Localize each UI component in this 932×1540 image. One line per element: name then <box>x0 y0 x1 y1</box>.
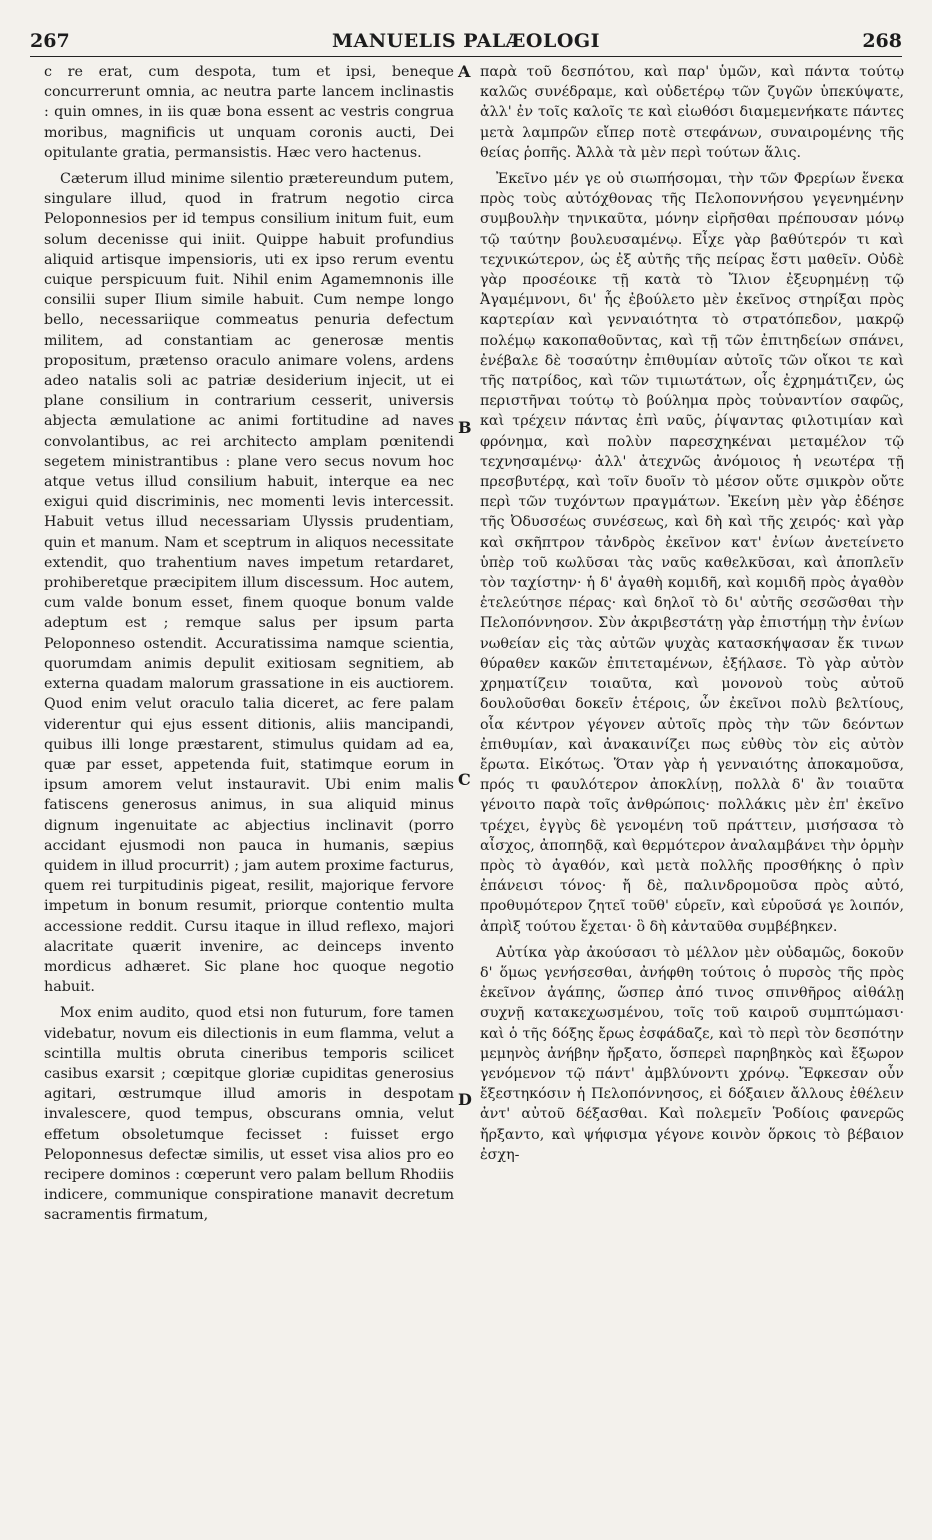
latin-paragraph-2: Cæterum illud minime silentio prætereundum putem, singulare illud, quod in fratrum negotio circa Peloponnesios per id tempus consilium initum fuit, eum solum decenisse qui iniit. Quippe habuit profundius aliquid artisque impensioris, uti ex ipso rerum eventu cuique perspicuum fuit. Nihil enim Agamemnonis ille consilii super Ilium simile habuit. Cum nempe longo bello, necessariique commeatus penuria defectum militem, ad constantiam ac generosæ mentis propositum, prætenso oraculo animare volens, ardens adeo natalis soli ac patriæ desiderium injecit, ut ei plane consilium in contrarium cesserit, universis abjecta æmulatione ac animi fortitudine ad naves convolantibus, ac rei architecto amplam pœnitendi segetem ministrantibus : plane vero secus novum hoc atque vetus illud consilium habuit, interque ea nec exigui quid discriminis, nec momenti levis intercessit. Habuit vetus illud necessariam Ulyssis prudentiam, quin et manum. Nam et sceptrum in aliquos necessitate extendit, quo trahentium naves impetum retardaret, prohiberetque præcipitem illum discessum. Hoc autem, cum valde bonum esset, finem quoque bonum valde adeptum est ; remque salus per ipsum parta Peloponneso ostendit. Accuratissima namque scientia, quorumdam animis depulit exitiosam segnitiem, ab externa quadam malorum grassatione in eis auctiorem. Quod enim velut oraculo talia diceret, ac fere palam viderentur qui ejus essent ditionis, aliis mancipandi, quibus illi longe præstarent, stimulus quidam ad ea, quæ par esset, appetenda fuit, statimque eorum in ipsum amorem velut instauravit. Ubi enim malis fatiscens generosus animus, in sua aliquid minus dignum ingenuitate ac abjectius inclinavit (porro accidant ejusmodi non pauca in humanis, sæpius quidem in illud procurrit) ; jam autem proxime facturus, quem rei turpitudinis pigeat, resilit, majorique fervore impetum in bonum resumit, priorque contentio multa accessione reddit. Cursu itaque in illud reflexo, majori alacritate quærit invenire, ac deinceps invento mordicus adhæret. Sic plane hoc quoque negotio habuit. <box>44 171 454 996</box>
running-title: MANUELIS PALÆOLOGI <box>331 30 600 52</box>
left-page-number: 267 <box>30 30 70 52</box>
greek-paragraph-2: Ἐκεῖνο μέν γε οὐ σιωπήσομαι, τὴν τῶν Φρερίων ἕνεκα πρὸς τοὺς αὐτόχθονας τῆς Πελοποννήσου γεγενημένην συμβουλὴν τηνικαῦτα, μόνην εἰρῆσθαι πρέπουσαν μόνῳ τῷ ταύτην βουλευσαμένῳ. Εἶχε γὰρ βαθύτερόν τι καὶ τεχνικώτερον, ὡς ἐξ αὐτῆς τῆς πείρας ἔστι μαθεῖν. Οὐδὲ γὰρ προσέοικε τῇ κατὰ τὸ Ἴλιον ἐξευρημένῃ τῷ Ἀγαμέμνονι, δι' ἧς ἐβούλετο μὲν ἐκεῖνος στηρίξαι πρὸς καρτερίαν καὶ γενναιότητα τὸ στρατόπεδον, μακρῷ πολέμῳ κακοπαθοῦντας, καὶ τῇ τῶν ἐπιτηδείων σπάνει, ἐνέβαλε δὲ τοσαύτην ἐπιθυμίαν αὐτοῖς τῶν οἴκοι τε καὶ τῆς πατρίδος, καὶ τῶν τιμιωτάτων, οἷς ἐχρημάτιζεν, ὡς περιστῆναι τούτῳ τὸ βούλημα πρὸς τοὐναντίον σαφῶς, καὶ τρέχειν πάντας ἐπὶ ναῦς, ῥίψαντας φιλοτιμίαν καὶ φρόνημα, καὶ πολὺν παρεσχηκέναι μεταμέλον τῷ τεχνησαμένῳ· ἀλλ' ἀτεχνῶς ἀνόμοιος ἡ νεωτέρα τῇ πρεσβυτέρᾳ, καὶ τοῖν δυοῖν τὸ μέσον οὔτε σμικρὸν οὔτε περὶ τῶν τυχόντων πραγμάτων. Ἐκείνη μὲν γὰρ ἐδέησε τῆς Ὀδυσσέως συνέσεως, καὶ δὴ καὶ τῆς χειρός· καὶ γὰρ καὶ σκῆπτρον τἀνδρὸς ἐκεῖνον κατ' ἐνίων ἀνετείνετο ὑπὲρ τοῦ κωλῦσαι τὰς ναῦς καθελκῦσαι, καὶ ἀποπλεῖν τὸν ταχίστην· ἡ δ' ἀγαθὴ κομιδῆ, καὶ κομιδῆ πρὸς ἀγαθὸν ἐτελεύτησε πέρας· καὶ δηλοῖ τὸ δι' αὐτῆς σεσῶσθαι τὴν Πελοπόννησον. Σὺν ἀκριβεστάτῃ γὰρ ἐπιστήμῃ τὴν ἐνίων νωθείαν εἰς τὰς αὐτῶν ψυχὰς κατασκήψασαν ἔκ τινων θύραθεν κακῶν ἐπιτεταμένων, ἐξήλασε. Τὸ γὰρ αὐτὸν χρηματίζειν τοιαῦτα, καὶ μονονοὺ τοὺς αὐτοῦ δουλοῦσθαι δοκεῖν ἑτέροις, ὧν ἐκεῖνοι πολὺ βελτίους, οἷα κέντρον γέγονεν αὐτοῖς πρὸς τὴν τῶν δεόντων ἐπιθυμίαν, καὶ ἀνακαινίζει πως εὐθὺς τὸν εἰς αὐτὸν ἔρωτα. Εἰκότως. Ὅταν γὰρ ἡ γενναιότης ἀποκαμοῦσα, πρός τι φαυλότερον ἀποκλίνῃ, πολλὰ δ' ἂν τοιαῦτα γένοιτο παρὰ τοῖς ἀνθρώποις· πολλάκις μὲν ἐπ' ἐκεῖνο τρέχει, ἐγγὺς δὲ γενομένη τοῦ πράττειν, μισήσασα τὸ αἶσχος, ἀποπηδᾷ, καὶ θερμότερον ἀναλαμβάνει τὴν ὁρμὴν πρὸς τὸ ἀγαθόν, καὶ μετὰ πολλῆς προσθήκης ὁ πρὶν ἐπάνεισι τόνος· ἤ δὲ, παλινδρομοῦσα πρὸς αὐτό, προθυμότερον ζητεῖ τοῦθ' εὑρεῖν, καὶ εὑροῦσά γε λοιπόν, ἀπρὶξ τούτου ἔχεται· ὃ δὴ κἀνταῦθα συμβέβηκεν. <box>480 171 904 935</box>
greek-paragraph-3: Αὐτίκα γὰρ ἀκούσασι τὸ μέλλον μὲν οὐδαμῶς, δοκοῦν δ' ὅμως γενήσεσθαι, ἀνήφθη τούτοις ὁ πυρσὸς τῆς πρὸς ἐκεῖνον ἀγάπης, ὥσπερ ἀπό τινος σπινθῆρος αἰθάλῃ συχνῇ κατακεχωσμένου, τοῖς τοῦ καιροῦ συμπτώμασι· καὶ ὁ τῆς δόξης ἔρως ἐσφάδαζε, καὶ τὸ περὶ τὸν δεσπότην μεμηνὸς ἀνήβην ἤρξατο, ὅσπερεὶ παρηβηκὸς καὶ ἔξωρον γενόμενον τῷ πάντ' ἀμβλύνοντι χρόνῳ. Ἔφκεσαν οὖν ἔξεστηκόσιν ἡ Πελοπόννησος, εἰ δόξαιεν ἄλλους ἐθέλειν ἀντ' αὐτοῦ δέξασθαι. Καὶ πολεμεῖν Ῥοδίοις φανερῶς ἤρξαντο, καὶ ψήφισμα γέγονε κοινὸν ὅρκοις τὸ βέβαιον ἐσχη- <box>480 944 904 1163</box>
right-page-number: 268 <box>862 30 902 52</box>
header-rule <box>30 56 902 57</box>
page-header <box>30 30 902 54</box>
latin-column <box>44 62 454 1226</box>
section-marker-c: C <box>458 770 471 789</box>
latin-paragraph-3: Mox enim audito, quod etsi non futurum, fore tamen videbatur, novum eis dilectionis in eum flamma, velut a scintilla multis obruta cineribus temporis scilicet casibus exarsit ; cœpitque gloriæ cupiditas generosius agitari, œstrumque illud amoris in despotam invalescere, quod tempus, obscurans omnia, velut effetum obsoletumque fecisset : fuisset ergo Peloponnesus defectæ similis, ut esset visa alios pro eo recipere dominos : cœperunt vero palam bellum Rhodiis indicere, communique conspiratione manavit decretum sacramentis firmatum, <box>44 1005 454 1224</box>
section-marker-a: A <box>458 62 471 81</box>
greek-column <box>480 62 904 1165</box>
section-marker-d: D <box>458 1090 472 1109</box>
section-marker-b: B <box>458 418 472 437</box>
greek-paragraph-1: παρὰ τοῦ δεσπότου, καὶ παρ' ὑμῶν, καὶ πάντα τούτῳ καλῶς συνέδραμε, καὶ οὐδετέρῳ τῶν ζυγῶν ὑπεκύψατε, ἀλλ' ἐν τοῖς καλοῖς τε καὶ εἰωθόσι διαμεμενήκατε πάντες μετὰ λαμπρῶν εἴπερ ποτὲ στεφάνων, συναιρομένης τῆς θείας ῥοπῆς. Ἀλλὰ τὰ μὲν περὶ τούτων ἅλις. <box>480 64 904 161</box>
latin-paragraph-1: c re erat, cum despota, tum et ipsi, beneque concurrerunt omnia, ac neutra parte lancem inclinastis : quin omnes, in iis quæ bona essent ac vestris congrua moribus, magnificis ut unquam coronis aucti, Dei opitulante gratia, permansistis. Hæc vero hactenus. <box>44 64 454 161</box>
